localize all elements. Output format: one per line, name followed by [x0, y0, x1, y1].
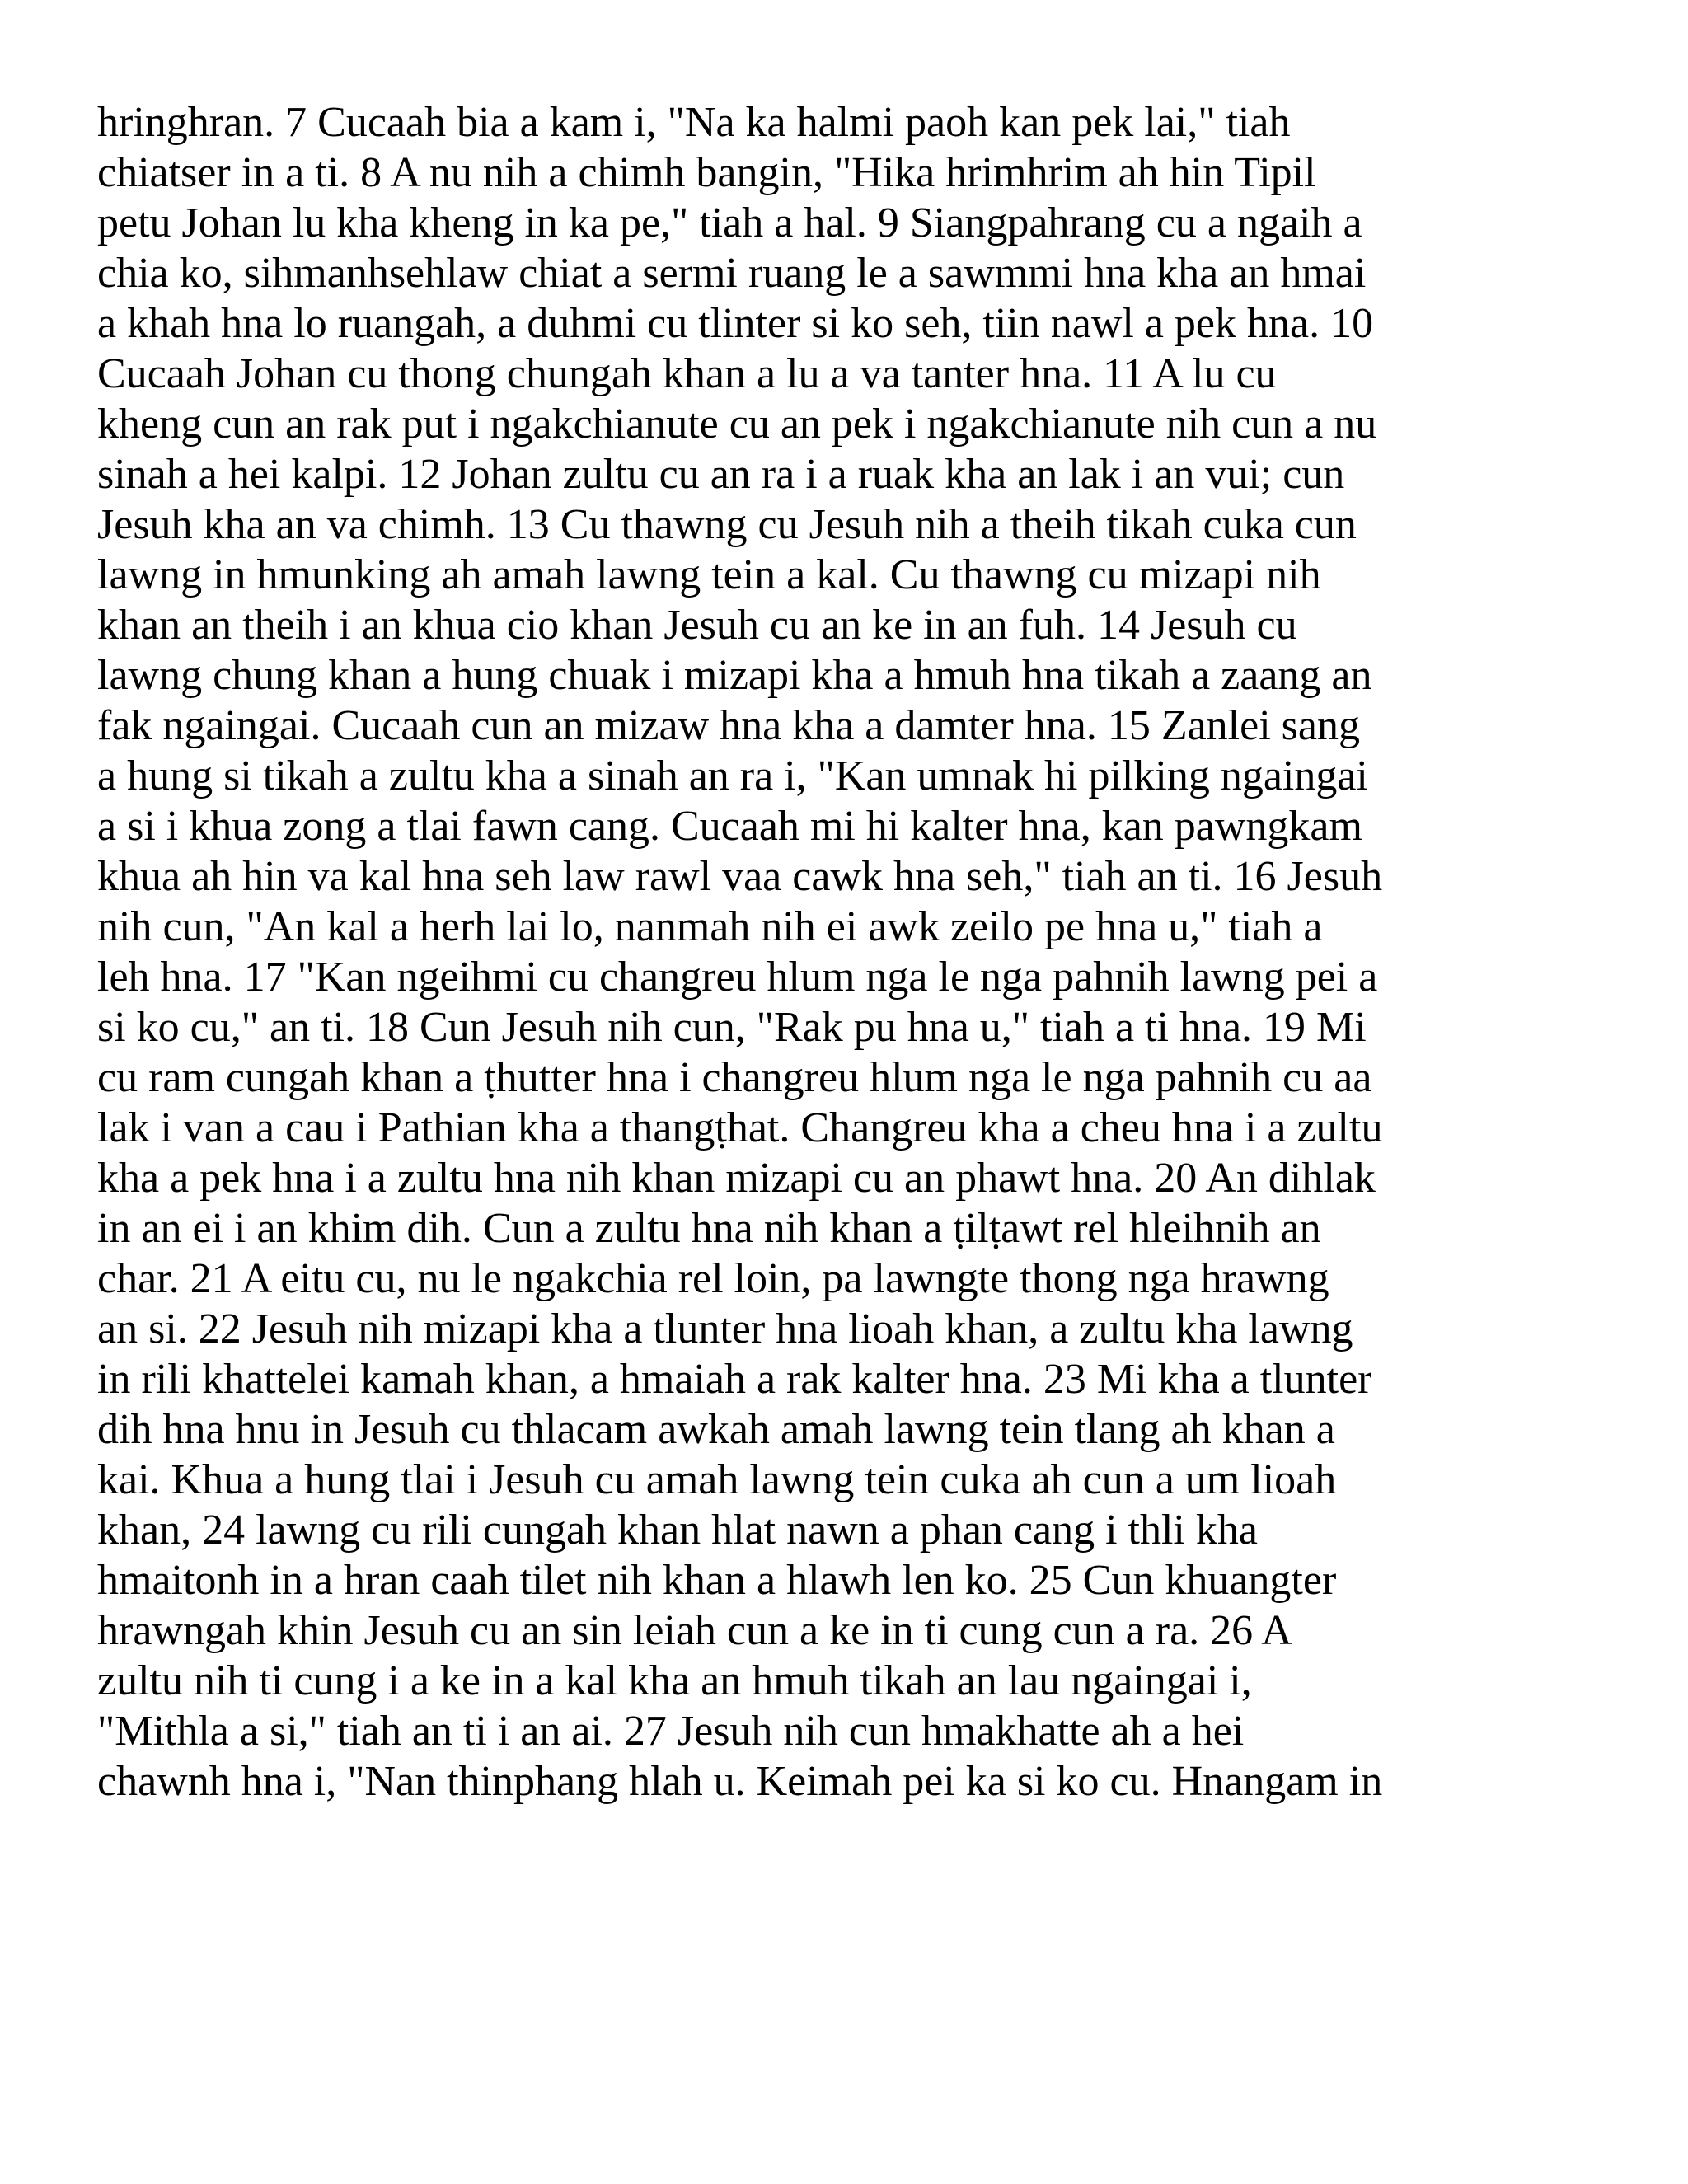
text-line: chiatser in a ti. 8 A nu nih a chimh bangin, "Hika hrimhrim ah hin Tipil	[97, 149, 1316, 196]
text-line: hringhran. 7 Cucaah bia a kam i, "Na ka halmi paoh kan pek lai," tiah	[97, 99, 1291, 146]
text-line: in rili khattelei kamah khan, a hmaiah a rak kalter hna. 23 Mi kha a tlunter	[97, 1356, 1372, 1403]
text-line: lawng in hmunking ah amah lawng tein a kal. Cu thawng cu mizapi nih	[97, 551, 1321, 598]
text-line: leh hna. 17 "Kan ngeihmi cu changreu hlum nga le nga pahnih lawng pei a	[97, 954, 1378, 1001]
text-line: a hung si tikah a zultu kha a sinah an ra i, "Kan umnak hi pilking ngaingai	[97, 752, 1368, 799]
text-line: fak ngaingai. Cucaah cun an mizaw hna kha a damter hna. 15 Zanlei sang	[97, 702, 1360, 749]
text-line: a si i khua zong a tlai fawn cang. Cucaah mi hi kalter hna, kan pawngkam	[97, 803, 1362, 850]
text-line: khua ah hin va kal hna seh law rawl vaa cawk hna seh," tiah an ti. 16 Jesuh	[97, 853, 1383, 900]
text-line: zultu nih ti cung i a ke in a kal kha an hmuh tikah an lau ngaingai i,	[97, 1657, 1252, 1704]
text-line: khan, 24 lawng cu rili cungah khan hlat nawn a phan cang i thli kha	[97, 1507, 1258, 1554]
text-line: Jesuh kha an va chimh. 13 Cu thawng cu Jesuh nih a theih tikah cuka cun	[97, 501, 1357, 548]
text-line: lawng chung khan a hung chuak i mizapi kha a hmuh hna tikah a zaang an	[97, 652, 1372, 699]
text-line: "Mithla a si," tiah an ti i an ai. 27 Jesuh nih cun hmakhatte ah a hei	[97, 1708, 1245, 1755]
text-line: khan an theih i an khua cio khan Jesuh cu an ke in an fuh. 14 Jesuh cu	[97, 602, 1297, 649]
text-line: an si. 22 Jesuh nih mizapi kha a tlunter hna lioah khan, a zultu kha lawng	[97, 1305, 1353, 1352]
text-line: lak i van a cau i Pathian kha a thangṭhat. Changreu kha a cheu hna i a zultu	[97, 1104, 1383, 1151]
text-line: char. 21 A eitu cu, nu le ngakchia rel loin, pa lawngte thong nga hrawng	[97, 1255, 1329, 1302]
text-line: cu ram cungah khan a ṭhutter hna i changreu hlum nga le nga pahnih cu aa	[97, 1054, 1372, 1101]
body-text	[97, 97, 1606, 1807]
text-line: Cucaah Johan cu thong chungah khan a lu a va tanter hna. 11 A lu cu	[97, 350, 1277, 397]
text-line: kheng cun an rak put i ngakchianute cu an pek i ngakchianute nih cun a nu	[97, 401, 1377, 448]
text-line: chawnh hna i, "Nan thinphang hlah u. Keimah pei ka si ko cu. Hnangam in	[97, 1758, 1383, 1805]
text-line: a khah hna lo ruangah, a duhmi cu tlinter si ko seh, tiin nawl a pek hna. 10	[97, 300, 1374, 347]
text-line: chia ko, sihmanhsehlaw chiat a sermi ruang le a sawmmi hna kha an hmai	[97, 250, 1367, 297]
text-line: si ko cu," an ti. 18 Cun Jesuh nih cun, "Rak pu hna u," tiah a ti hna. 19 Mi	[97, 1004, 1367, 1051]
text-line: in an ei i an khim dih. Cun a zultu hna nih khan a ṭilṭawt rel hleihnih an	[97, 1205, 1321, 1252]
text-line: kai. Khua a hung tlai i Jesuh cu amah lawng tein cuka ah cun a um lioah	[97, 1456, 1337, 1503]
text-line: dih hna hnu in Jesuh cu thlacam awkah amah lawng tein tlang ah khan a	[97, 1406, 1335, 1453]
text-line: hmaitonh in a hran caah tilet nih khan a hlawh len ko. 25 Cun khuangter	[97, 1557, 1337, 1604]
text-line: hrawngah khin Jesuh cu an sin leiah cun a ke in ti cung cun a ra. 26 A	[97, 1607, 1292, 1654]
text-line: nih cun, "An kal a herh lai lo, nanmah nih ei awk zeilo pe hna u," tiah a	[97, 903, 1323, 950]
text-line: kha a pek hna i a zultu hna nih khan mizapi cu an phawt hna. 20 An dihlak	[97, 1155, 1376, 1202]
text-line: petu Johan lu kha kheng in ka pe," tiah a hal. 9 Siangpahrang cu a ngaih a	[97, 199, 1362, 246]
text-line: sinah a hei kalpi. 12 Johan zultu cu an ra i a ruak kha an lak i an vui; cun	[97, 451, 1345, 498]
